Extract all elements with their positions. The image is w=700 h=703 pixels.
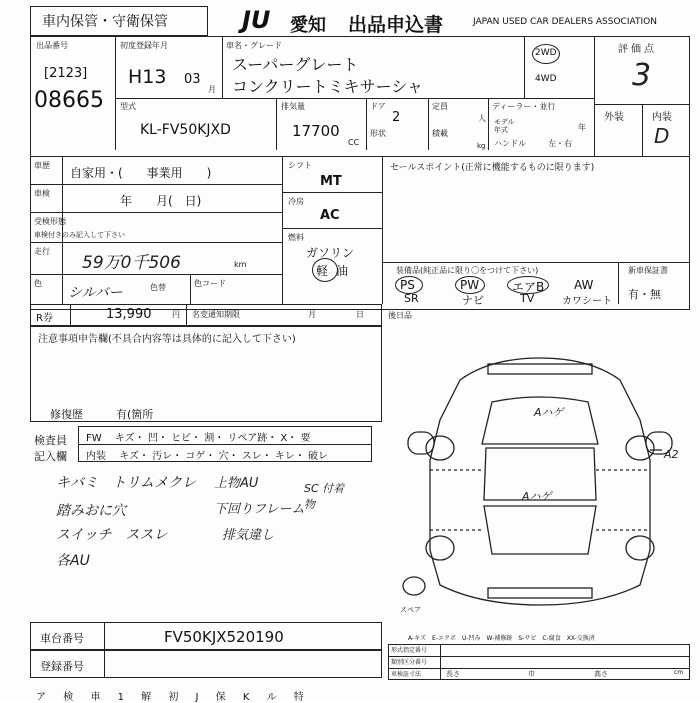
recycle-unit: 円 <box>172 310 180 319</box>
org-logo: JU <box>242 6 271 34</box>
key-repair: リペア跡 <box>227 433 268 444</box>
comment-left-3: スイッチ ススレ <box>56 527 168 543</box>
comment-right-1: 上物AU <box>214 476 259 491</box>
lot-sub-number: [2123] <box>44 66 88 81</box>
footer-toku: 特 <box>293 692 304 703</box>
key-needed: 要 <box>300 433 311 444</box>
after-items-label: 後日品 <box>388 311 412 320</box>
receipt-label: 受検形態 <box>34 217 66 226</box>
diagram-spare-label: スペア <box>400 606 421 614</box>
size-label: 車検証寸法 <box>391 671 422 678</box>
shape-label: 形状 <box>370 129 386 138</box>
chassis-value: FV50KJX520190 <box>164 628 284 646</box>
lot-number: 08665 <box>34 88 104 113</box>
key-burn: コゲ <box>185 451 206 462</box>
model-label: 型式 <box>120 102 136 111</box>
footer-ho: 保 <box>215 692 226 703</box>
load-unit: kg <box>477 142 486 150</box>
color-label: 色 <box>34 279 42 288</box>
equip-ps: PS <box>400 278 415 292</box>
diagram-mark-front: Aハゲ <box>534 406 564 419</box>
shift-label: シフト <box>288 161 312 170</box>
equip-sr: SR <box>404 292 419 305</box>
comment-left-4: 各AU <box>56 553 90 569</box>
spec-table <box>388 644 690 680</box>
footer-a: ア <box>36 692 46 703</box>
equip-tv: TV <box>520 292 535 305</box>
footer-ru: ル <box>266 692 277 703</box>
class-number-label: 類別区分番号 <box>391 659 428 666</box>
vehicle-diagram <box>400 340 690 620</box>
handle-label: ハンドル <box>494 139 526 148</box>
type-number-label: 形式指定番号 <box>391 647 428 654</box>
chassis-label: 車台番号 <box>40 632 84 645</box>
fuel-value-diesel: 軽油 <box>316 264 357 278</box>
drive-2wd: 2WD <box>535 48 557 58</box>
mileage-label: 走行 <box>34 247 50 256</box>
lot-label: 出品番号 <box>36 41 68 50</box>
ac-label: 冷房 <box>288 197 304 206</box>
inspection-value: 年 月( 日) <box>120 194 202 208</box>
score-value: 3 <box>632 58 652 93</box>
color-change-label: 色替 <box>150 283 166 292</box>
displacement-value: 17700 <box>292 122 340 140</box>
footer-sho: 初 <box>168 692 179 703</box>
inspector-label-2: 記入欄 <box>34 450 67 463</box>
key-scratch: キズ <box>114 433 135 444</box>
score-interior-value: D <box>654 124 670 148</box>
key-wear: スレ <box>241 451 262 462</box>
doors-value: 2 <box>392 110 401 125</box>
comment-right-4: SC 付着物 <box>304 482 345 511</box>
recycle-label: R券 <box>36 313 53 324</box>
comment-left-2: 踏みおに穴 <box>56 503 126 519</box>
inspector-row1: FW キズ・ 凹・ ヒビ・ 割・ リペア跡・ X・ 要 <box>86 433 311 444</box>
equipment-label: 装備品(純正品に限り〇をつけて下さい) <box>396 266 539 275</box>
registration-number-label: 登録番号 <box>40 660 84 673</box>
handle-options: 左・右 <box>548 139 572 148</box>
capacity-label: 定員 <box>432 102 448 111</box>
diagram-legend: A-キズ E-エクボ U-凹み W-補修跡 S-サビ C-腐食 XX-交換済 <box>408 635 595 642</box>
equip-pw: PW <box>460 278 480 292</box>
import-label: ディーラー・並行 <box>492 102 556 111</box>
inspector-label-1: 検査員 <box>34 434 67 447</box>
color-code-label: 色コード <box>194 279 226 288</box>
key-i-scratch: キズ <box>119 451 139 462</box>
warranty-value: 有・無 <box>628 288 661 301</box>
equip-navi: ナビ <box>462 294 484 307</box>
diagram-rear-window <box>484 506 596 554</box>
comment-left-1: キバミ トリムメクレ <box>56 475 196 491</box>
car-name-label: 車名・グレード <box>226 41 282 50</box>
key-dent: 凹 <box>147 433 158 444</box>
footer-kensa: 検 <box>63 692 74 703</box>
fuel-label: 燃料 <box>288 233 304 242</box>
diagram-front-bumper <box>488 364 592 374</box>
mileage-value: 59万0千506 <box>82 253 181 273</box>
mileage-unit: km <box>234 260 247 269</box>
diagram-spare-tire <box>403 577 425 595</box>
width-label: 巾 <box>528 670 535 678</box>
store-label: 車内保管・守衛保管 <box>42 14 168 30</box>
equip-leather: カワシート <box>562 296 612 307</box>
equip-airbag: エアB <box>512 280 545 294</box>
footer-items <box>36 688 304 703</box>
key-cut: キレ <box>274 451 295 462</box>
comment-right-3: 排気違し <box>222 528 275 543</box>
model-year-label: モデル年式 <box>494 118 515 134</box>
car-name-line1: スーパーグレート <box>232 55 359 74</box>
notes-label: 注意事項申告欄(不具合内容等は具体的に記入して下さい) <box>38 334 296 345</box>
model-year-unit: 年 <box>578 123 586 132</box>
equip-pw-circle <box>455 276 485 294</box>
history-label: 車歴 <box>34 161 50 170</box>
footer-j: J <box>195 692 199 703</box>
footer-car: 車 <box>90 692 101 703</box>
equip-aw: AW <box>574 278 594 292</box>
ac-value: AC <box>320 208 340 223</box>
model-value: KL-FV50KJXD <box>140 122 231 138</box>
history-value: 自家用・( 事業用 ) <box>70 166 212 180</box>
comment-right-2: 下回りフレーム <box>214 502 305 517</box>
key-fw: FW <box>86 433 102 444</box>
org-name: 愛知 <box>290 15 326 36</box>
inspection-label: 車検 <box>34 189 50 198</box>
key-interior: 内装 <box>86 451 106 462</box>
key-tear: 破レ <box>308 451 329 462</box>
key-x: X <box>280 433 288 444</box>
registration-year: H13 <box>128 66 167 88</box>
key-broken: 割 <box>204 433 215 444</box>
capacity-unit: 人 <box>478 114 486 123</box>
repair-value: 有(箇所 <box>116 408 154 421</box>
inspector-row2: 内装 キズ・ 汚レ・ コゲ・ 穴・ スレ・ キレ・ 破レ <box>86 451 329 462</box>
score-exterior-label: 外装 <box>604 112 624 123</box>
form-title: 出品申込書 <box>348 14 444 36</box>
fuel-value-gasoline: ガソリン <box>306 246 355 260</box>
key-hole: 穴 <box>218 451 229 462</box>
score-interior-label: 内装 <box>652 112 672 123</box>
key-dirt: 汚レ <box>152 451 173 462</box>
diagram-mark-side: A2 <box>664 448 679 461</box>
name-change-day: 日 <box>356 310 364 319</box>
length-label: 長さ <box>446 670 460 678</box>
english-title: JAPAN USED CAR DEALERS ASSOCIATION <box>473 17 657 27</box>
diagram-body-outline <box>430 358 650 605</box>
footer-kai: 解 <box>141 692 152 703</box>
height-label: 高さ <box>594 670 608 678</box>
repair-label: 修復歴 <box>50 408 83 421</box>
registration-month: 03 <box>184 72 201 87</box>
recycle-amount: 13,990 <box>106 307 152 322</box>
diagram-rear-bumper <box>488 588 592 598</box>
footer-one: 1 <box>117 692 124 703</box>
displacement-label: 排気量 <box>281 102 305 111</box>
diagram-mark-rear: Aハゲ <box>522 490 552 503</box>
receipt-note: 車検付きのみ記入して下さい <box>34 231 125 239</box>
diagram-wheel-fl <box>426 436 454 460</box>
score-label: 評価点 <box>618 44 657 55</box>
color-value: シルバー <box>68 285 123 301</box>
name-change-month: 月 <box>308 310 316 319</box>
equip-ps-circle <box>395 276 423 294</box>
registration-label: 初度登録年月 <box>120 41 168 50</box>
cm-unit: cm <box>674 669 684 676</box>
load-label: 積載 <box>432 129 448 138</box>
diagram-left-mirror <box>408 432 434 454</box>
shift-value: MT <box>320 174 342 189</box>
key-crack: ヒビ <box>171 433 192 444</box>
footer-k: K <box>242 692 250 703</box>
name-change-label: 名変通知期限 <box>192 310 240 319</box>
drive-4wd: 4WD <box>535 74 557 84</box>
car-name-line2: コンクリートミキサーシャ <box>232 77 424 96</box>
doors-label: ドア <box>370 102 386 111</box>
diagram-wheel-fr <box>626 436 654 460</box>
displacement-unit: CC <box>348 138 360 147</box>
sales-point-label: セールスポイント(正常に機能するものに限ります) <box>390 163 595 173</box>
warranty-label: 新車保証書 <box>628 266 668 275</box>
registration-month-unit: 月 <box>208 85 216 94</box>
equip-airbag-circle <box>507 276 549 294</box>
